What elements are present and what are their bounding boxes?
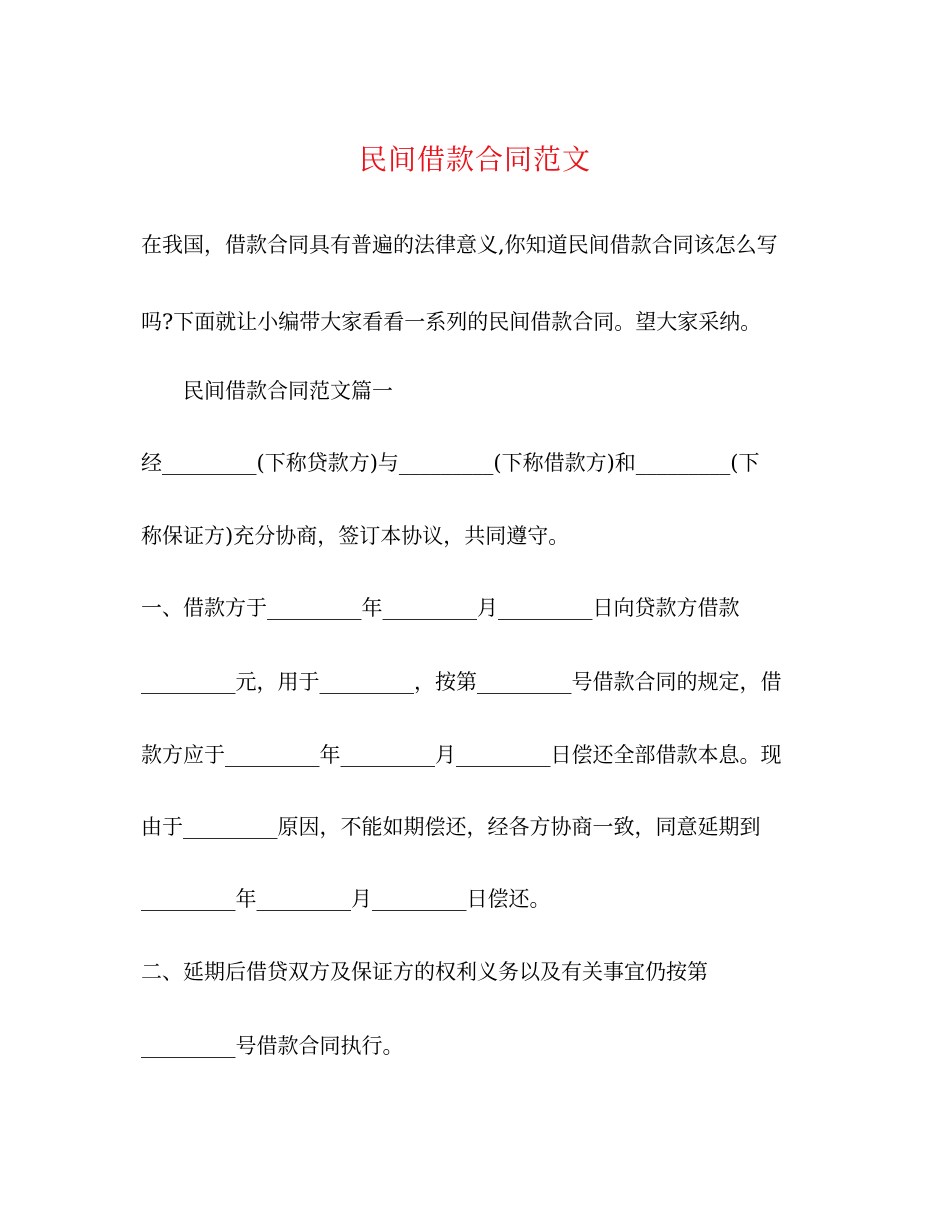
clause-line: 一、借款方于_________年_________月_________日向贷款方借款 bbox=[141, 596, 740, 620]
clause-line: 由于_________原因，不能如期偿还，经各方协商一致，同意延期到 bbox=[141, 815, 761, 839]
clause-line: _________年_________月_________日偿还。 bbox=[141, 887, 551, 911]
paragraph-line: 称保证方)充分协商，签订本协议，共同遵守。 bbox=[141, 524, 570, 548]
paragraph-line: 吗?下面就让小编带大家看看一系列的民间借款合同。望大家采纳。 bbox=[141, 310, 762, 334]
clause-line: 款方应于_________年_________月_________日偿还全部借款本息。现 bbox=[141, 743, 782, 767]
section-heading: 民间借款合同范文篇一 bbox=[141, 379, 393, 403]
paragraph-line: 经_________(下称贷款方)与_________(下称借款方)和_________(下 bbox=[141, 451, 760, 475]
document-title: 民间借款合同范文 bbox=[358, 143, 591, 176]
clause-line: _________号借款合同执行。 bbox=[141, 1034, 404, 1058]
clause-line: 二、延期后借贷双方及保证方的权利义务以及有关事宜仍按第 bbox=[141, 960, 708, 984]
clause-line: _________元，用于_________，按第_________号借款合同的规定，借 bbox=[141, 670, 782, 694]
paragraph-line: 在我国，借款合同具有普遍的法律意义,你知道民间借款合同该怎么写 bbox=[141, 233, 778, 257]
